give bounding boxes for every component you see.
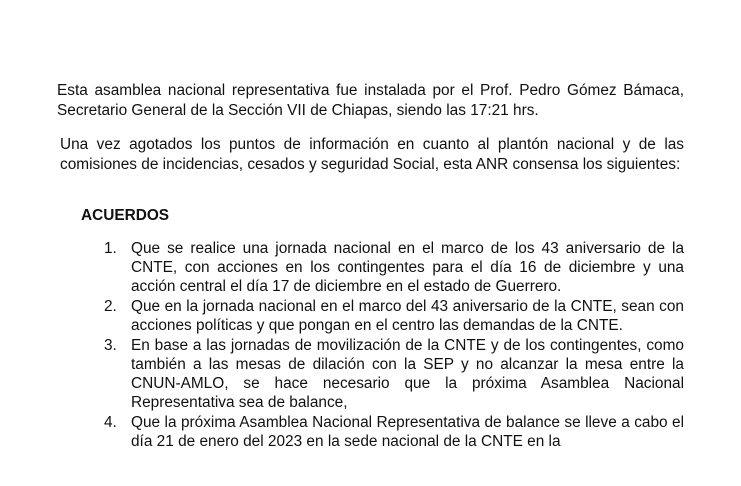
- information-paragraph: Una vez agotados los puntos de información en cuanto al plantón nacional y de las comisiones de incidencias, cesados y seguridad Social, esta ANR consensa los siguientes:: [60, 136, 684, 173]
- agreement-text: Que la próxima Asamblea Nacional Representativa de balance se lleve a cabo el día 21 de enero del 2023 en la sede nacional de la CNTE en la: [131, 414, 684, 450]
- agreement-number: 1.: [104, 240, 117, 257]
- intro-paragraph: Esta asamblea nacional representativa fue instalada por el Prof. Pedro Gómez Bámaca, Secretario General de la Sección VII de Chiapas, siendo las 17:21 hrs.: [57, 82, 684, 119]
- agreements-heading: ACUERDOS: [81, 207, 170, 224]
- agreement-item-2: [104, 297, 684, 335]
- agreement-number: 3.: [104, 337, 117, 354]
- agreement-number: 2.: [104, 298, 117, 315]
- agreement-text: Que en la jornada nacional en el marco del 43 aniversario de la CNTE, sean con acciones políticas y que pongan en el centro las demandas de la CNTE.: [131, 298, 684, 334]
- agreements-list: [104, 239, 684, 452]
- agreement-text: En base a las jornadas de movilización de la CNTE y de los contingentes, como también a las mesas de dilación con la SEP y no alcanzar la mesa entre la CNUN-AMLO, se hace necesario que la próxima Asamblea Nacional Representativa sea de balance,: [131, 337, 684, 411]
- agreement-item-3: [104, 336, 684, 412]
- agreement-text: Que se realice una jornada nacional en el marco de los 43 aniversario de la CNTE, con acciones en los contingentes para el día 16 de diciembre y una acción central el día 17 de diciembre en el estado de Guerrero.: [131, 240, 684, 295]
- agreement-number: 4.: [104, 414, 117, 431]
- agreement-item-4: [104, 413, 684, 451]
- agreement-item-1: [104, 239, 684, 296]
